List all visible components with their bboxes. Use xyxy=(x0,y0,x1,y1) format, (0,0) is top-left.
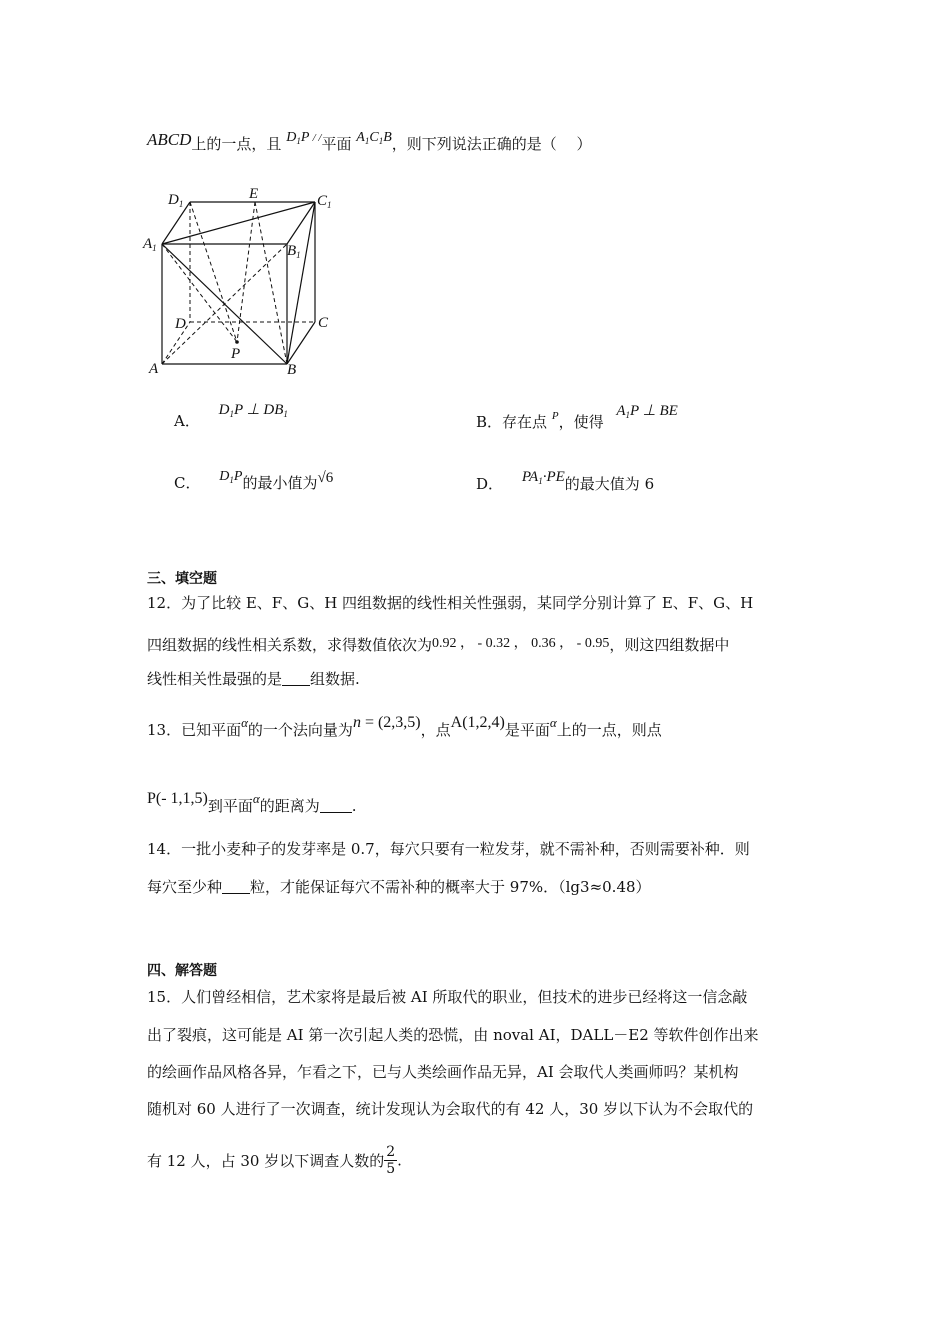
option-b: B．存在点 $^P$，使得 $A_1P$ ⊥ BE xyxy=(476,403,678,431)
q12-line1: 12．为了比较 E、F、G、H 四组数据的线性相关性强弱，某同学分别计算了 E、F、G、H xyxy=(147,594,754,612)
label-c: C xyxy=(318,315,329,331)
fraction-two-fifths: $\frac{2}{5}$ xyxy=(386,1144,396,1177)
sqrt6: √6 xyxy=(317,470,334,486)
q14-answer-blank[interactable] xyxy=(222,879,250,894)
q13-answer-blank[interactable] xyxy=(320,798,352,813)
cube-figure xyxy=(140,180,340,380)
label-d: D xyxy=(175,316,186,332)
option-a-math: $D_1P$ ⊥ $DB_1$ xyxy=(218,402,288,419)
label-p: P xyxy=(231,346,241,362)
option-d-math: $PA_1\cdot PE$ xyxy=(521,469,565,486)
label-b1: $B_1$ xyxy=(287,243,301,260)
q11-stem-text2: ，则下列说法正确的是（ ） xyxy=(391,135,592,153)
q13-point-p: P(- 1,1,5) xyxy=(147,790,208,807)
label-e: E xyxy=(249,186,259,202)
q15-line5: 有 12 人，占 30 岁以下调查人数的 $\frac{2}{5}$ . xyxy=(147,1144,402,1177)
q14-line2: 每穴至少种 粒，才能保证每穴不需补种的概率大于 97%．（lg3≈0.48） xyxy=(147,878,651,896)
q13-line1: 13．已知平面α的一个法向量为n = (2,3,5)，点A(1,2,4)是平面α上的一点，则点 xyxy=(147,714,662,739)
label-c1: $C_1$ xyxy=(317,193,332,210)
q12-answer-blank[interactable] xyxy=(282,671,310,686)
q11-a1c1b: $A_1C_1B$ xyxy=(356,130,392,146)
option-d: D． $PA_1\cdot PE$的最大值为 6 xyxy=(476,469,655,493)
q12-values: 0.92 ， - 0.32 ， 0.36 ， - 0.95 xyxy=(432,636,610,651)
q15-line4: 随机对 60 人进行了一次调查，统计发现认为会取代的有 42 人，30 岁以下认为不会取代的 xyxy=(147,1100,754,1118)
q15-line3: 的绘画作品风格各异，乍看之下，已与人类绘画作品无异，AI 会取代人类画师吗？某机构 xyxy=(147,1063,739,1081)
q11-abcd: ABCD xyxy=(147,130,192,149)
section3-heading: 三、填空题 xyxy=(147,571,217,587)
q13-line2: P(- 1,1,5)到平面α的距离为 . xyxy=(147,790,357,815)
q15-line2: 出了裂痕，这可能是 AI 第一次引起人类的恐慌，由 noval AI，DALL－E2 等软件创作出来 xyxy=(147,1026,759,1044)
q13-point-a: A(1,2,4) xyxy=(450,714,505,731)
option-c: C． $D_1P$的最小值为√6 xyxy=(174,469,334,492)
label-a1: $A_1$ xyxy=(143,236,157,253)
option-a: A． $D_1P$ ⊥ $DB_1$ xyxy=(174,402,288,430)
q13-normal-vector: n = (2,3,5) xyxy=(352,714,421,731)
q11-stem-text1: 上的一点，且 xyxy=(191,135,282,153)
q12-line3: 线性相关性最强的是 组数据. xyxy=(147,670,360,688)
q11-plane-text: 平面 xyxy=(321,135,352,153)
q14-line1: 14．一批小麦种子的发芽率是 0.7，每穴只要有一粒发芽，就不需补种，否则需要补种．则 xyxy=(147,840,750,858)
q12-line2: 四组数据的线性相关系数，求得数值依次为0.92 ， - 0.32 ， 0.36 ， - 0.95，则这四组数据中 xyxy=(147,636,730,654)
section4-heading: 四、解答题 xyxy=(147,963,217,979)
q15-line1: 15．人们曾经相信，艺术家将是最后被 AI 所取代的职业，但技术的进步已经将这一信念敲 xyxy=(147,988,748,1006)
option-c-math: $D_1P$ xyxy=(219,469,243,485)
q11-stem xyxy=(147,130,592,154)
label-a: A xyxy=(149,361,159,377)
label-d1: $D_1$ xyxy=(168,192,184,209)
q11-d1p: $D_1P$ / / xyxy=(286,130,322,146)
label-b: B xyxy=(287,362,297,378)
option-b-math: $A_1P$ ⊥ BE xyxy=(616,403,678,420)
